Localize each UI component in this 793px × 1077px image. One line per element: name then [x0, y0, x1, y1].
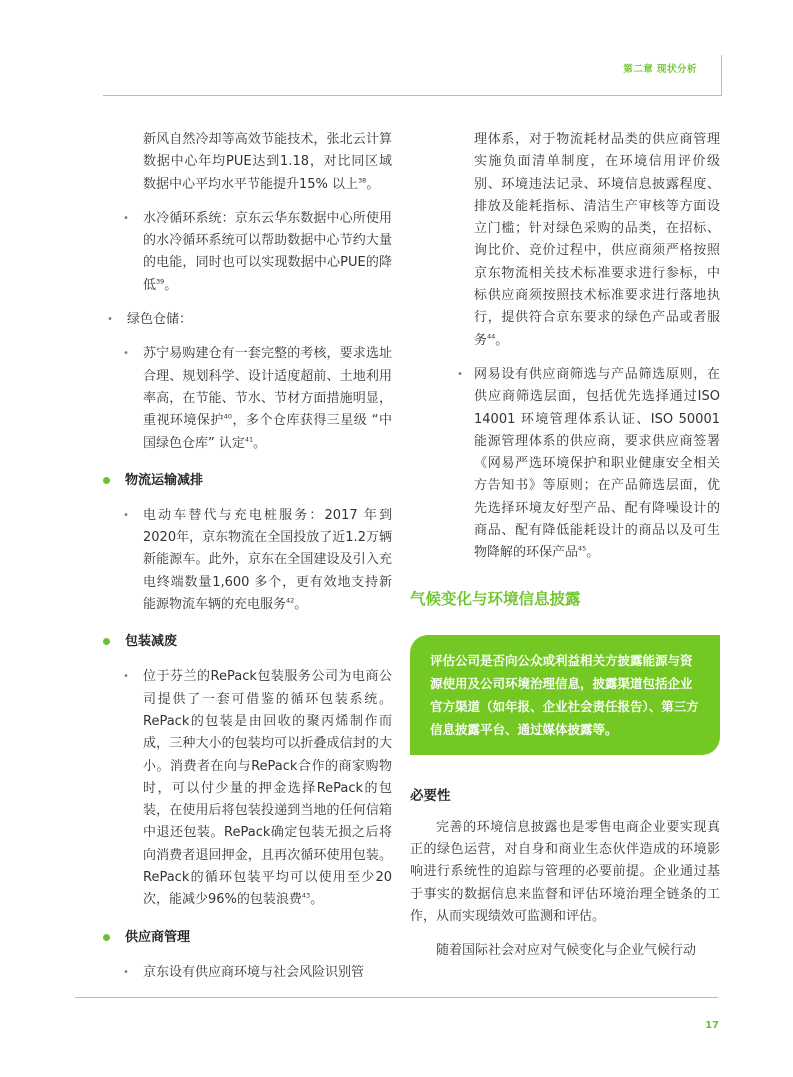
heading-logistics: 物流运输减排: [102, 470, 392, 492]
page-number: 17: [705, 1020, 719, 1031]
bullet-netease: • 网易设有供应商筛选与产品筛选原则，在供应商筛选层面，包括优先选择通过ISO 14001 环境管理体系认证、ISO 50001 能源管理体系的供应商，要求供应商签署《网易严选环境保护和职业健康安全相关方告知书》等原则；在产品筛选层面，优先选择环境友好型产品、配有降噪设计的商品、配有降低能耗设计的商品以及可生物降解的环保产品$^{45}$。: [410, 364, 720, 565]
bullet-repack: • 位于芬兰的RePack包装服务公司为电商公司提供了一套可借鉴的循环包装系统。RePack的包装是由回收的聚丙烯制作而成，三种大小的包装均可以折叠成信封的大小。消费者在向与RePack合作的商家购物时，可以付少量的押金选择RePack的包装，在使用后将包装投递到当地的任何信箱中退还包装。RePack确定包装无损之后将向消费者退回押金，且再次循环使用包装。RePack的循环包装平均可以使用至少20次，能减少96%的包装浪费$^{43}$。: [102, 666, 392, 911]
bullet-icon: •: [123, 212, 129, 224]
bullet-icon: •: [123, 348, 129, 360]
header-vertical-divider: [721, 55, 722, 95]
footer-divider: [75, 997, 718, 998]
bullet-suning: • 苏宁易购建仓有一套完整的考核，要求选址合理、规划科学、设计适度超前、土地利用率高，在节能、节水、节材方面措施明显，重视环境保护$^{40}$，多个仓库获得三星级 “中国绿色仓库” 认定$^{41}$。: [102, 343, 392, 454]
bullet-icon: •: [107, 314, 113, 326]
green-dot-icon: [103, 638, 110, 645]
heading-packaging: 包装减废: [102, 631, 392, 653]
header-divider: [103, 95, 722, 96]
chapter-header: 第二章 现状分析: [623, 64, 697, 75]
paragraph-pue: 新风自然冷却等高效节能技术，张北云计算数据中心年均PUE达到1.18，对比同区域数据中心平均水平节能提升15% 以上$^{38}$。: [143, 132, 392, 192]
green-dot-icon: [103, 934, 110, 941]
bullet-ev: • 电动车替代与充电桩服务：2017 年到2020年，京东物流在全国投放了近1.2万辆新能源车。此外，京东在全国建设及引入充电终端数量1,600 多个，更有效地支持新能源物流车辆的充电服务$^{42}$。: [102, 505, 392, 616]
green-dot-icon: [103, 477, 110, 484]
bullet-jd-supplier: • 京东设有供应商环境与社会风险识别管: [102, 962, 392, 984]
heading-supplier: 供应商管理: [102, 927, 392, 949]
callout-box: 评估公司是否向公众或利益相关方披露能源与资源使用及公司环境治理信息，披露渠道包括企业官方渠道（如年报、企业社会责任报告）、第三方信息披露平台、通过媒体披露等。: [410, 635, 720, 755]
right-column: [410, 129, 720, 962]
bullet-icon: •: [123, 671, 129, 683]
section-title: 气候变化与环境信息披露: [410, 589, 581, 608]
bullet-icon: •: [123, 509, 129, 521]
paragraph-necessity: 完善的环境信息披露也是零售电商企业要实现真正的绿色运营，对自身和商业生态伙伴造成的环境影响进行系统性的追踪与管理的必要前提。企业通过基于事实的数据信息来监督和评估环境治理全链条的工作，从而实现绩效可监测和评估。: [410, 819, 720, 924]
paragraph-last: 随着国际社会对应对气候变化与企业气候行动: [436, 943, 697, 959]
subheading-necessity: 必要性: [410, 787, 451, 804]
bullet-water-cooling: • 水冷循环系统：京东云华东数据中心所使用的水冷循环系统可以帮助数据中心节约大量的电能，同时也可以实现数据中心PUE的降低$^{39}$。: [102, 208, 392, 297]
left-column: [102, 129, 392, 984]
bullet-icon: •: [457, 368, 463, 380]
paragraph-supplier-cont: 理体系，对于物流耗材品类的供应商管理实施负面清单制度，在环境信用评价级别、环境违法记录、环境信息披露程度、排放及能耗指标、清洁生产审核等方面设立门槛；针对绿色采购的品类，在招标、询比价、竞价过程中，供应商须严格按照京东物流相关技术标准要求进行参标，中标供应商须按照技术标准要求进行落地执行，提供符合京东要求的绿色产品或者服务$^{44}$。: [474, 132, 720, 348]
bullet-green-storage: • 绿色仓储：: [102, 309, 392, 331]
bullet-icon: •: [123, 966, 129, 978]
